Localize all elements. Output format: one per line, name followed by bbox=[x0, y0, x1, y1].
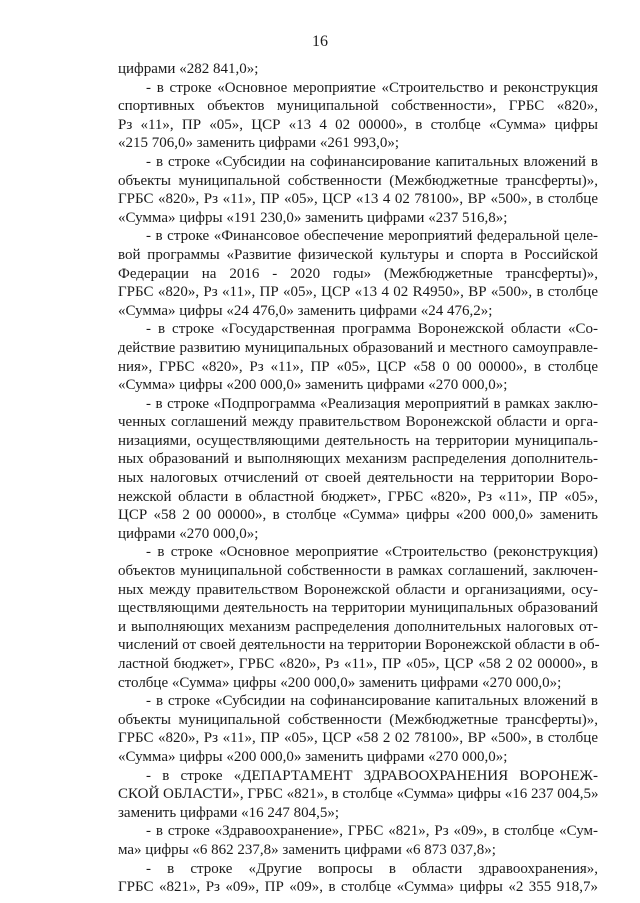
paragraph bbox=[118, 767, 598, 823]
text-line: - в строке «Субсидии на софинансирование капитальных вложений в bbox=[146, 153, 598, 170]
paragraph bbox=[118, 227, 598, 320]
text-line: - в строке «Основное мероприятие «Строительство и реконструкция bbox=[146, 79, 598, 96]
text-line: «Сумма» цифры «191 230,0» заменить цифрами «237 516,8»; bbox=[118, 209, 508, 226]
text-line: заменить цифрами «16 247 804,5»; bbox=[118, 804, 340, 821]
text-line: ГРБС «820», Рз «11», ПР «05», ЦСР «13 4 02 R4950», ВР «500», в столбце bbox=[118, 284, 598, 301]
paragraph bbox=[118, 822, 598, 859]
document-body bbox=[118, 60, 598, 897]
text-line: нежской области в областной бюджет», ГРБС «820», Рз «11», ПР «05», bbox=[118, 488, 598, 505]
text-line: объекты муниципальной собственности (Межбюджетные трансферты)», bbox=[118, 172, 598, 189]
text-line: ных образований и выполняющих механизм распределения дополнитель- bbox=[118, 451, 598, 468]
text-line: СКОЙ ОБЛАСТИ», ГРБС «821», в столбце «Сумма» цифры «16 237 004,5» bbox=[118, 786, 599, 803]
text-line: объекты муниципальной собственности (Межбюджетные трансферты)», bbox=[118, 711, 598, 728]
text-line: ществляющими деятельность на территории муниципальных образований bbox=[118, 600, 598, 617]
text-line: столбце «Сумма» цифры «200 000,0» заменить цифрами «270 000,0»; bbox=[118, 674, 562, 691]
text-line: - в строке «ДЕПАРТАМЕНТ ЗДРАВООХРАНЕНИЯ ВОРОНЕЖ- bbox=[146, 767, 598, 784]
text-line: ных между правительством Воронежской области и организациями, осу- bbox=[118, 581, 598, 598]
text-line: ластной бюджет», ГРБС «820», Рз «11», ПР «05», ЦСР «58 2 02 00000», в bbox=[118, 656, 598, 672]
text-line: Федерации на 2016 - 2020 годы» (Межбюджетные трансферты)», bbox=[118, 265, 598, 282]
text-line: «215 706,0» заменить цифрами «261 993,0»; bbox=[118, 135, 400, 152]
text-line: ГРБС «820», Рз «11», ПР «05», ЦСР «58 2 02 78100», ВР «500», в столбце bbox=[118, 730, 598, 747]
text-line: и выполняющих механизм распределения дополнительных налоговых от- bbox=[118, 618, 598, 635]
text-line: действие развитию муниципальных образований и местного самоуправле- bbox=[118, 339, 598, 356]
paragraph bbox=[118, 60, 598, 79]
text-line: вой программы «Развитие физической культуры и спорта в Российской bbox=[118, 246, 598, 263]
text-line: «Сумма» цифры «200 000,0» заменить цифрами «270 000,0»; bbox=[118, 377, 508, 394]
text-line: ЦСР «58 2 00 00000», в столбце «Сумма» цифры «200 000,0» заменить bbox=[118, 507, 598, 524]
text-line: ченных соглашений между правительством Воронежской области и орга- bbox=[118, 414, 598, 431]
text-line: числений от своей деятельности на территории Воронежской области в об- bbox=[118, 637, 600, 654]
text-line: ГРБС «820», Рз «11», ПР «05», ЦСР «13 4 02 78100», ВР «500», в столбце bbox=[118, 191, 598, 208]
text-line: «Сумма» цифры «200 000,0» заменить цифрами «270 000,0»; bbox=[118, 748, 508, 765]
text-line: цифрами «282 841,0»; bbox=[118, 61, 259, 77]
paragraph bbox=[118, 692, 598, 766]
text-line: - в строке «Подпрограмма «Реализация мероприятий в рамках заклю- bbox=[146, 395, 598, 412]
text-line: ма» цифры «6 862 237,8» заменить цифрами «6 873 037,8»; bbox=[118, 841, 496, 858]
text-line: Рз «11», ПР «05», ЦСР «13 4 02 00000», в столбце «Сумма» цифры bbox=[118, 116, 598, 133]
paragraph bbox=[118, 543, 598, 692]
paragraph bbox=[118, 153, 598, 227]
text-line: - в строке «Субсидии на софинансирование капитальных вложений в bbox=[146, 693, 598, 710]
text-line: низациями, осуществляющими деятельность на территории муниципаль- bbox=[118, 432, 598, 449]
text-line: ния», ГРБС «820», Рз «11», ПР «05», ЦСР «58 0 00 00000», в столбце bbox=[118, 358, 598, 375]
text-line: - в строке «Финансовое обеспечение мероприятий федеральной целе- bbox=[146, 228, 598, 245]
text-line: цифрами «270 000,0»; bbox=[118, 525, 259, 542]
text-line: ных налоговых отчислений от своей деятельности на территории Воро- bbox=[118, 470, 598, 487]
text-line: - в строке «Государственная программа Воронежской области «Со- bbox=[146, 321, 598, 338]
text-line: «Сумма» цифры «24 476,0» заменить цифрами «24 476,2»; bbox=[118, 302, 493, 319]
paragraph bbox=[118, 79, 598, 153]
text-line: спортивных объектов муниципальной собственности», ГРБС «820», bbox=[118, 98, 598, 115]
page-number: 16 bbox=[312, 33, 328, 50]
text-line: - в строке «Другие вопросы в области здравоохранения», bbox=[146, 860, 598, 877]
text-line: объектов муниципальной собственности в рамках соглашений, заключен- bbox=[118, 563, 598, 580]
paragraph bbox=[118, 860, 598, 897]
text-line: - в строке «Основное мероприятие «Строительство (реконструкция) bbox=[146, 544, 598, 561]
text-line: ГРБС «821», Рз «09», ПР «09», в столбце «Сумма» цифры «2 355 918,7» bbox=[118, 879, 598, 896]
text-line: - в строке «Здравоохранение», ГРБС «821», Рз «09», в столбце «Сум- bbox=[146, 823, 598, 840]
paragraph bbox=[118, 320, 598, 394]
paragraph bbox=[118, 395, 598, 544]
